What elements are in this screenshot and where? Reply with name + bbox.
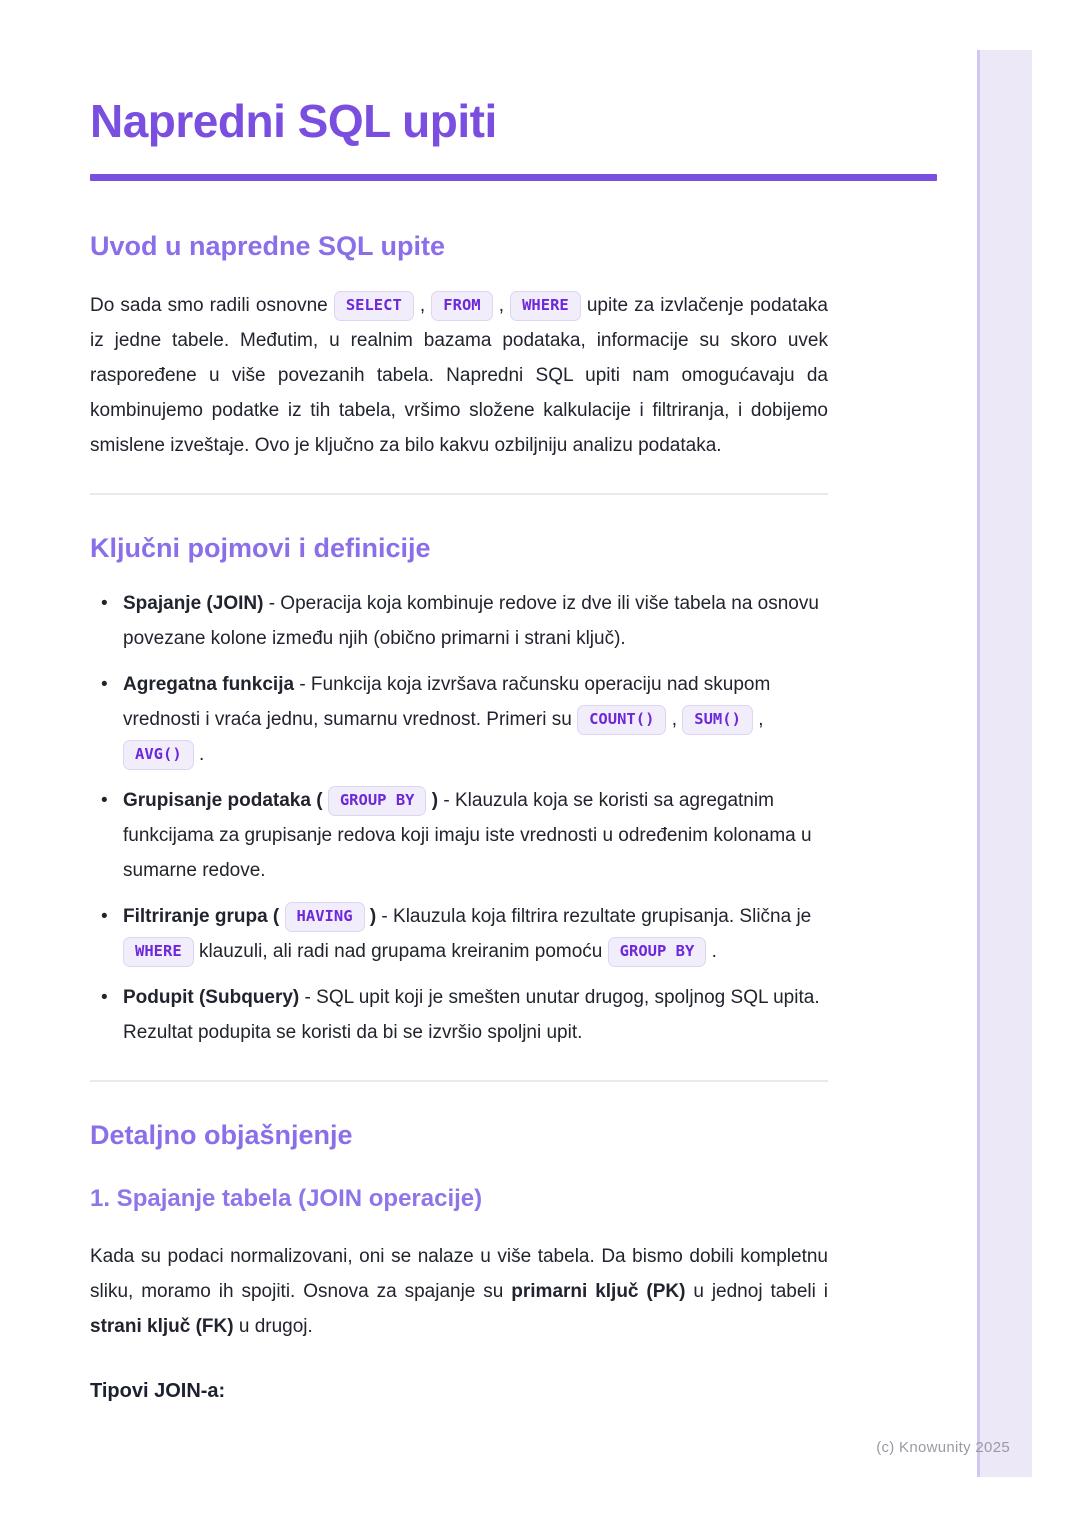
- page-title: Napredni SQL upiti: [90, 95, 497, 147]
- intro-text-1: Do sada smo radili osnovne: [90, 295, 328, 316]
- join-text-2: u jednoj tabeli i: [693, 1281, 828, 1302]
- join-bold-fk: strani ključ (FK): [90, 1316, 234, 1337]
- section-heading-intro: Uvod u napredne SQL upite: [90, 231, 446, 261]
- term-aggregate-definition: - Funkcija koja izvršava računsku operaciju nad skupom vrednosti i vraća jednu, sumarnu vrednost. Primeri su: [123, 674, 771, 730]
- join-paragraph: [90, 1239, 828, 1344]
- intro-text-3: ,: [498, 295, 504, 316]
- copyright: (c) Knowunity 2025: [876, 1439, 1010, 1456]
- sql-keyword-chip-count: COUNT(): [577, 705, 666, 735]
- right-margin-strip: [977, 50, 1032, 1477]
- term-aggregate-name: Agregatna funkcija: [123, 674, 295, 695]
- term-aggregate-period: .: [198, 744, 205, 765]
- join-text-3: u drugoj.: [238, 1316, 313, 1337]
- join-bold-pk: primarni ključ (PK): [511, 1281, 686, 1302]
- term-aggregate-sep-2: ,: [758, 709, 764, 730]
- term-having-definition-1: - Klauzula koja filtrira rezultate grupisanja. Slična je: [381, 906, 812, 927]
- term-subquery-definition: - SQL upit koji je smešten unutar drugog, spoljnog SQL upita. Rezultat podupita se koristi da bi se izvršio spoljni upit.: [123, 987, 820, 1043]
- term-groupby-name-close: ): [431, 790, 439, 811]
- term-item-subquery: [123, 980, 828, 1050]
- term-having-definition-2: klauzuli, ali radi nad grupama kreiranim pomoću: [198, 941, 603, 962]
- sql-keyword-chip-groupby: GROUP BY: [328, 786, 427, 816]
- term-having-name-open: Filtriranje grupa (: [123, 906, 280, 927]
- intro-paragraph: [90, 288, 828, 463]
- intro-text-2: ,: [419, 295, 426, 316]
- intro-text-4: upite za izvlačenje podataka iz jedne tabele. Međutim, u realnim bazama podataka, informacije su skoro uvek raspoređene u više povezanih tabela. Napredni SQL upiti nam omogućavaju da kombinujemo podatke iz tih tabela, vršimo složene kalkulacije i filtriranja, i dobijemo smislene izveštaje. Ovo je ključno za bilo kakvu ozbiljniju analizu podataka.: [90, 295, 828, 456]
- term-groupby-name-open: Grupisanje podataka (: [123, 790, 323, 811]
- term-having-period: .: [711, 941, 717, 962]
- term-item-groupby: [123, 783, 828, 888]
- term-join-definition: - Operacija koja kombinuje redove iz dve ili više tabela na osnovu povezane kolone između njih (obično primarni i strani ključ).: [123, 593, 819, 649]
- sql-keyword-chip-sum: SUM(): [682, 705, 753, 735]
- sql-keyword-chip-where-2: WHERE: [123, 937, 194, 967]
- term-item-aggregate: [123, 667, 828, 772]
- term-item-having: [123, 899, 828, 969]
- join-text-1: Kada su podaci normalizovani, oni se nalaze u više tabela. Da bismo dobili kompletnu sliku, moramo ih spojiti. Osnova za spajanje su: [90, 1246, 828, 1302]
- section-heading-terms: Ključni pojmovi i definicije: [90, 533, 431, 563]
- join-types-label: Tipovi JOIN-a:: [90, 1380, 226, 1402]
- document-content: [90, 96, 828, 1403]
- section-heading-details: Detaljno objašnjenje: [90, 1120, 353, 1150]
- term-item-join: [123, 586, 828, 656]
- term-aggregate-sep-1: ,: [671, 709, 677, 730]
- section-divider-1: [90, 493, 828, 495]
- sql-keyword-chip-avg: AVG(): [123, 740, 194, 770]
- sql-keyword-chip-having: HAVING: [285, 902, 365, 932]
- term-subquery-name: Podupit (Subquery): [123, 987, 300, 1008]
- term-having-name-close: ): [369, 906, 377, 927]
- term-join-name: Spajanje (JOIN): [123, 593, 264, 614]
- sql-keyword-chip-groupby-2: GROUP BY: [608, 937, 707, 967]
- term-list: [90, 586, 828, 1050]
- title-underline-rule: [90, 174, 937, 181]
- sql-keyword-chip-where: WHERE: [510, 291, 581, 321]
- sql-keyword-chip-select: SELECT: [334, 291, 414, 321]
- sql-keyword-chip-from: FROM: [431, 291, 492, 321]
- section-divider-2: [90, 1080, 828, 1082]
- term-groupby-definition: - Klauzula koja se koristi sa agregatnim funkcijama za grupisanje redova koji imaju iste vrednosti u određenim kolonama u sumarne redove.: [123, 790, 812, 881]
- subsection-heading-join: 1. Spajanje tabela (JOIN operacije): [90, 1185, 483, 1212]
